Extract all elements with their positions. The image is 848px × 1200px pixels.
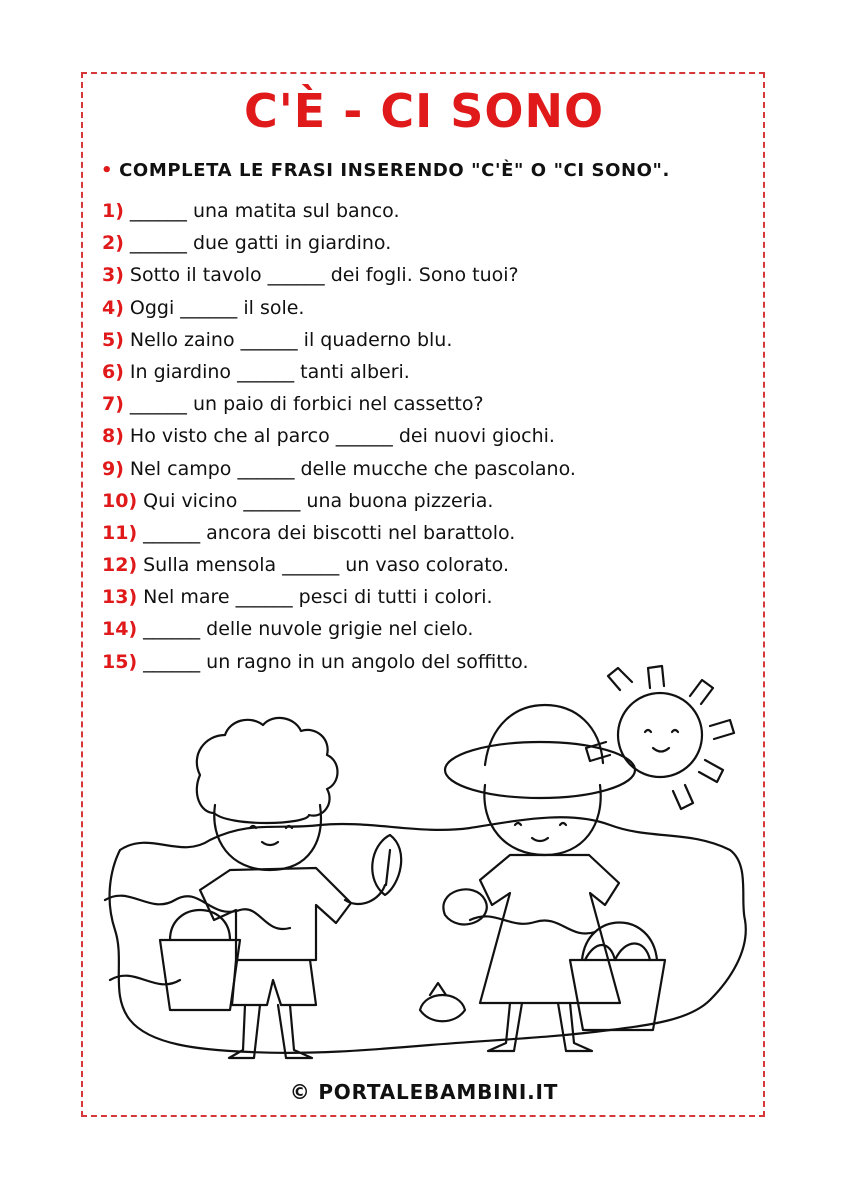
wave-line xyxy=(105,896,290,929)
exercise-item xyxy=(102,325,576,357)
exercise-number: 13) xyxy=(102,586,138,609)
exercise-number: 5) xyxy=(102,328,124,351)
exercise-item xyxy=(102,196,576,228)
boy-shirt xyxy=(200,868,351,960)
exercise-text: ______ un ragno in un angolo del soffitto. xyxy=(143,650,529,673)
exercise-text: Nel campo ______ delle mucche che pascolano. xyxy=(129,457,576,480)
exercise-item xyxy=(102,550,576,582)
boy-legs xyxy=(229,1005,312,1058)
exercise-text: Sulla mensola ______ un vaso colorato. xyxy=(143,554,510,577)
shells-in-bucket xyxy=(585,944,650,961)
scallop-shell-icon xyxy=(443,889,486,924)
exercise-number: 3) xyxy=(102,264,124,287)
exercise-number: 12) xyxy=(102,554,138,577)
exercise-number: 1) xyxy=(102,200,124,222)
copyright-footer: © PORTALEBAMBINI.IT xyxy=(289,1080,559,1104)
exercise-number: 4) xyxy=(102,296,124,319)
exercise-text: Ho visto che al parco ______ dei nuovi giochi. xyxy=(129,425,555,448)
wave-line xyxy=(470,916,595,933)
exercise-number: 7) xyxy=(102,393,124,416)
instruction-text: COMPLETA LE FRASI INSERENDO "C'È" O "CI SONO". xyxy=(119,160,670,181)
exercise-number: 11) xyxy=(102,521,138,544)
page-title: C'È - CI SONO xyxy=(243,84,605,138)
girl-legs xyxy=(488,1003,592,1051)
exercise-text: Nel mare ______ pesci di tutti i colori. xyxy=(143,586,493,609)
instruction xyxy=(101,160,670,181)
exercise-number: 15) xyxy=(102,650,138,673)
exercise-item xyxy=(102,421,576,453)
exercise-item xyxy=(102,582,576,614)
exercise-number: 8) xyxy=(102,425,124,448)
exercise-item xyxy=(102,454,576,486)
exercise-text: ______ ancora dei biscotti nel barattolo. xyxy=(143,521,516,544)
exercise-item xyxy=(102,228,576,260)
boy-shorts xyxy=(232,960,316,1005)
boy-figure xyxy=(160,718,401,1058)
exercise-number: 10) xyxy=(102,489,138,512)
bucket-icon xyxy=(160,910,240,1010)
exercise-number: 6) xyxy=(102,360,124,383)
girl-figure xyxy=(443,705,665,1051)
exercise-item xyxy=(102,260,576,292)
exercise-item xyxy=(102,389,576,421)
seashell-icon xyxy=(372,835,401,895)
boy-face xyxy=(214,805,321,870)
exercise-text: ______ una matita sul banco. xyxy=(129,200,400,222)
exercise-item xyxy=(102,357,576,389)
exercise-text: Nello zaino ______ il quaderno blu. xyxy=(129,328,453,351)
bullet-icon: • xyxy=(101,160,114,181)
exercise-list xyxy=(102,196,576,679)
beach-coloring-illustration xyxy=(90,660,758,1080)
small-shell-icon xyxy=(420,983,465,1021)
exercise-text: Oggi ______ il sole. xyxy=(129,296,305,319)
exercise-text: ______ delle nuvole grigie nel cielo. xyxy=(143,618,474,641)
exercise-number: 14) xyxy=(102,618,138,641)
boy-hair xyxy=(197,718,338,823)
exercise-number: 9) xyxy=(102,457,124,480)
exercise-text: ______ due gatti in giardino. xyxy=(129,232,392,255)
sun-hat xyxy=(445,742,635,798)
sun-icon xyxy=(586,666,734,809)
exercise-item xyxy=(102,614,576,646)
exercise-item xyxy=(102,518,576,550)
wave-line xyxy=(110,976,180,985)
exercise-item xyxy=(102,486,576,518)
exercise-text: In giardino ______ tanti alberi. xyxy=(129,360,410,383)
exercise-number: 2) xyxy=(102,232,124,255)
exercise-text: Sotto il tavolo ______ dei fogli. Sono tuoi? xyxy=(129,264,519,287)
exercise-item xyxy=(102,293,576,325)
exercise-text: Qui vicino ______ una buona pizzeria. xyxy=(143,489,494,512)
exercise-text: ______ un paio di forbici nel cassetto? xyxy=(129,393,484,416)
bucket-icon xyxy=(570,923,665,1031)
